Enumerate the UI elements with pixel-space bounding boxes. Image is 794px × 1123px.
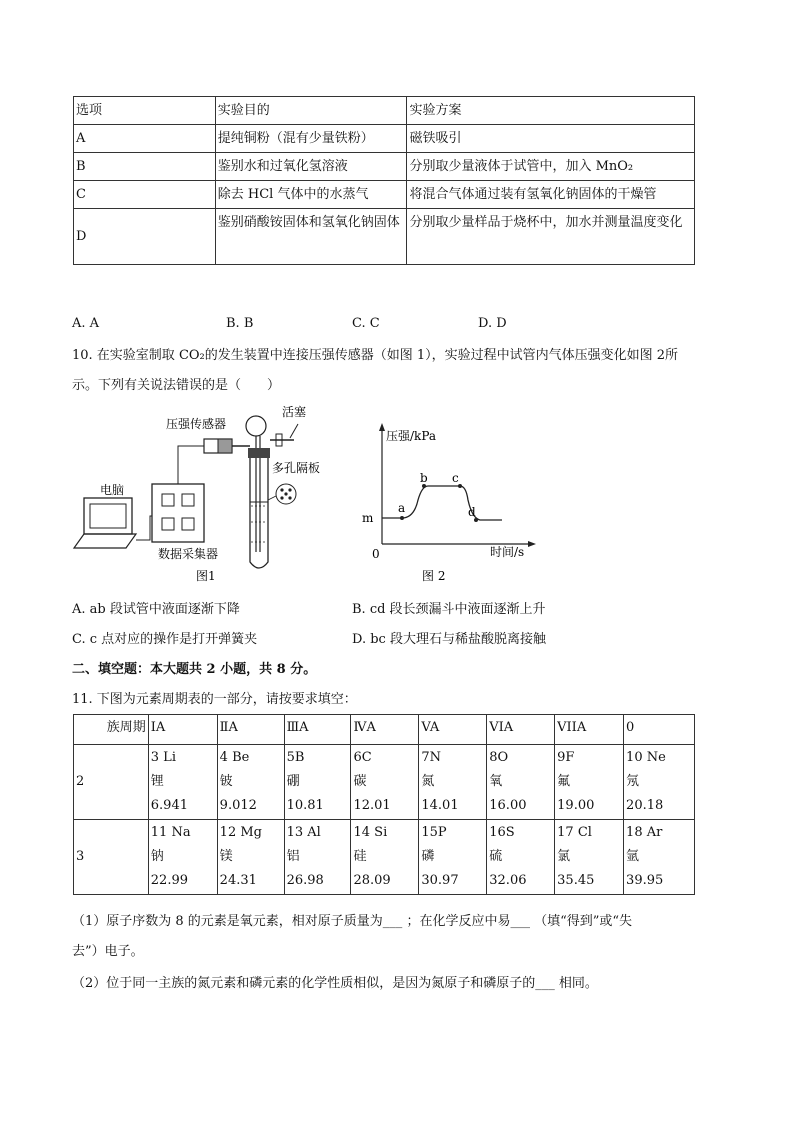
element-symbol: 16S	[489, 825, 515, 840]
graph-x-label: 时间/s	[490, 545, 525, 559]
experiment-table	[73, 96, 695, 265]
question-11-stem: 11. 下图为元素周期表的一部分，请按要求填空：	[72, 692, 357, 707]
table-cell: C	[74, 181, 216, 209]
q10-option-d[interactable]: D. bc 段大理石与稀盐酸脱离接触	[352, 632, 546, 647]
table-row	[74, 181, 695, 209]
pressure-sensor-icon	[204, 439, 250, 453]
element-name: 硼	[286, 774, 300, 789]
element-mass: 12.01	[353, 798, 391, 813]
element-mass: 9.012	[219, 798, 257, 813]
option-c[interactable]: C. C	[352, 316, 380, 331]
group-header: VA	[419, 715, 487, 745]
group-header: ⅣA	[351, 715, 419, 745]
element-symbol: 10 Ne	[626, 750, 666, 765]
element-symbol: 17 Cl	[557, 825, 592, 840]
table-cell: 鉴别硝酸铵固体和氢氧化钠固体	[215, 209, 407, 265]
computer-icon	[74, 498, 136, 548]
element-symbol: 13 Al	[286, 825, 321, 840]
point-a-label: a	[398, 501, 406, 515]
element-name: 硫	[489, 849, 503, 864]
element-cell	[351, 820, 419, 895]
table-row	[74, 153, 695, 181]
q10-option-b[interactable]: B. cd 段长颈漏斗中液面逐渐上升	[352, 602, 546, 617]
element-name: 铝	[286, 849, 300, 864]
element-cell	[419, 820, 487, 895]
group-header: VIIA	[555, 715, 624, 745]
element-mass: 10.81	[286, 798, 324, 813]
element-name: 钠	[150, 849, 164, 864]
element-cell	[555, 745, 624, 820]
element-cell	[284, 820, 351, 895]
element-mass: 24.31	[219, 873, 257, 888]
porous-plate-icon	[268, 484, 296, 504]
element-symbol: 8O	[489, 750, 509, 765]
table-cell: 磁铁吸引	[407, 125, 695, 153]
header-corner: 族周期	[74, 715, 149, 745]
porous-plate-label: 多孔隔板	[272, 461, 321, 475]
table-cell: A	[74, 125, 216, 153]
element-symbol: 12 Mg	[219, 825, 262, 840]
question-11-part1-line2: 去”）电子。	[72, 944, 144, 959]
table-cell: D	[74, 209, 216, 265]
element-cell	[217, 820, 284, 895]
graph-origin: 0	[372, 547, 380, 561]
element-name: 氖	[626, 774, 640, 789]
element-mass: 6.941	[150, 798, 188, 813]
section-heading: 二、填空题：本大题共 2 小题，共 8 分。	[72, 662, 317, 677]
group-header: IA	[148, 715, 217, 745]
question-11-part1-line1: （1）原子序数为 8 的元素是氧元素，相对原子质量为___ ；在化学反应中易___ （填“得到”或“失	[72, 914, 633, 929]
element-name: 氯	[557, 849, 571, 864]
element-name: 磷	[421, 849, 435, 864]
element-name: 铍	[219, 774, 233, 789]
element-cell	[624, 745, 695, 820]
table-cell: 分别取少量液体于试管中，加入 MnO₂	[407, 153, 695, 181]
element-symbol: 9F	[557, 750, 575, 765]
element-name: 氮	[421, 774, 435, 789]
graph-y-label: 压强/kPa	[386, 429, 437, 443]
element-mass: 26.98	[286, 873, 324, 888]
group-header: ⅢA	[284, 715, 351, 745]
option-d[interactable]: D. D	[478, 316, 507, 331]
option-a[interactable]: A. A	[72, 316, 100, 331]
table-header-cell: 实验目的	[215, 97, 407, 125]
element-mass: 14.01	[421, 798, 459, 813]
option-b[interactable]: B. B	[226, 316, 254, 331]
table-header-cell: 选项	[74, 97, 216, 125]
period-label: 2	[74, 745, 149, 820]
periodic-header-row	[74, 715, 695, 745]
group-header: 0	[624, 715, 695, 745]
group-header: ⅡA	[217, 715, 284, 745]
table-header-cell: 实验方案	[407, 97, 695, 125]
point-b-label: b	[420, 471, 428, 485]
table-row	[74, 209, 695, 265]
element-mass: 20.18	[626, 798, 664, 813]
figure-2-caption: 图 2	[422, 569, 446, 583]
periodic-table	[73, 714, 695, 895]
element-name: 氟	[557, 774, 571, 789]
element-mass: 35.45	[557, 873, 595, 888]
table-row	[74, 125, 695, 153]
data-collector-icon	[152, 484, 204, 542]
figure-1-apparatus	[70, 402, 340, 584]
point-d-label: d	[468, 505, 476, 519]
valve-icon	[270, 424, 298, 446]
element-cell	[624, 820, 695, 895]
element-mass: 16.00	[489, 798, 527, 813]
group-header: VIA	[487, 715, 555, 745]
data-collector-label: 数据采集器	[158, 547, 219, 561]
element-symbol: 5B	[286, 750, 305, 765]
question-11-part2: （2）位于同一主族的氮元素和磷元素的化学性质相似，是因为氮原子和磷原子的___ 相同。	[72, 976, 598, 991]
element-cell	[487, 820, 555, 895]
element-cell	[217, 745, 284, 820]
element-symbol: 6C	[353, 750, 372, 765]
element-cell	[148, 820, 217, 895]
element-name: 氧	[489, 774, 503, 789]
point-c-label: c	[452, 471, 459, 485]
element-name: 氩	[626, 849, 640, 864]
element-cell	[351, 745, 419, 820]
table-cell: 提纯铜粉（混有少量铁粉）	[215, 125, 407, 153]
element-symbol: 11 Na	[150, 825, 191, 840]
element-symbol: 7N	[421, 750, 442, 765]
question-10-stem-line1: 10. 在实验室制取 CO₂的发生装置中连接压强传感器（如图 1），实验过程中试管内气体压强变化如图 2所	[72, 348, 679, 363]
q10-option-a[interactable]: A. ab 段试管中液面逐渐下降	[72, 602, 240, 617]
question-10-stem-line2: 示。下列有关说法错误的是（ ）	[72, 378, 281, 393]
element-cell	[555, 820, 624, 895]
element-mass: 30.97	[421, 873, 459, 888]
period-row	[74, 820, 695, 895]
period-row	[74, 745, 695, 820]
funnel-icon	[246, 416, 266, 552]
figure-2-pressure-graph	[356, 420, 536, 584]
table-cell: B	[74, 153, 216, 181]
point-a	[400, 516, 404, 520]
element-symbol: 3 Li	[150, 750, 176, 765]
table-cell: 将混合气体通过装有氢氧化钠固体的干燥管	[407, 181, 695, 209]
element-mass: 39.95	[626, 873, 664, 888]
graph-m-label: m	[362, 511, 374, 525]
element-symbol: 18 Ar	[626, 825, 663, 840]
q10-option-c[interactable]: C. c 点对应的操作是打开弹簧夹	[72, 632, 258, 647]
computer-label: 电脑	[100, 483, 125, 497]
table-cell: 除去 HCl 气体中的水蒸气	[215, 181, 407, 209]
element-cell	[284, 745, 351, 820]
element-cell	[487, 745, 555, 820]
element-mass: 32.06	[489, 873, 527, 888]
element-cell	[148, 745, 217, 820]
table-cell: 鉴别水和过氧化氢溶液	[215, 153, 407, 181]
figure-1-caption: 图1	[196, 569, 216, 583]
element-name: 镁	[219, 849, 233, 864]
period-label: 3	[74, 820, 149, 895]
table-cell: 分别取少量样品于烧杯中，加水并测量温度变化	[407, 209, 695, 265]
element-symbol: 4 Be	[219, 750, 250, 765]
element-mass: 28.09	[353, 873, 391, 888]
element-cell	[419, 745, 487, 820]
element-name: 锂	[150, 774, 164, 789]
element-mass: 19.00	[557, 798, 595, 813]
element-name: 碳	[353, 774, 367, 789]
element-mass: 22.99	[150, 873, 188, 888]
table-header-row	[74, 97, 695, 125]
test-tube-icon	[248, 448, 270, 568]
pressure-sensor-label: 压强传感器	[166, 417, 227, 431]
element-symbol: 15P	[421, 825, 447, 840]
element-symbol: 14 Si	[353, 825, 388, 840]
valve-label: 活塞	[282, 405, 307, 419]
element-name: 硅	[353, 849, 367, 864]
